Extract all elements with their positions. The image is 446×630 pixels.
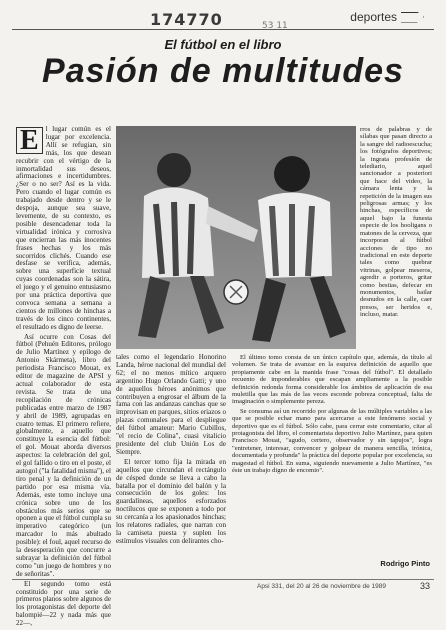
top-rule bbox=[12, 29, 434, 30]
page-number: 33 bbox=[419, 581, 430, 591]
kicker: El fútbol en el libro bbox=[164, 37, 282, 52]
paragraph: Así ocurre con Cosas del fútbol (Pehuén Editores, prólogo de Julio Martínez y epílogo de Antonio Skármeta), libro del periodista Francisco Mouat, ex editor de magazine de APSI y actual colaborador de esta revista. Se trata de una recopilación de crónicas publicadas entre marzo de 1987 y abril de 1989, agrupadas en cuatro temas. El primero refiere, globalmente, a aquello que constituye la esencia del fútbol: el gol. Mouat aborda diversos aspectos: la celebración del gol, el gol fallido o tiro en el poste, el autogol ("la fatalidad misma"), el tiro penal y la definición de un partido por esa misma vía. Además, este tomo incluye una crónica sobre uno de los obstáculos más serios que se oponen a que el fútbol cumpla su imperativo categórico (un marcador lo más abultado posible): el foul, aquel recurso de la desesperación que concurre a subrayar la definición del fútbol como "un juego de hombres y no de señoritas". bbox=[16, 332, 111, 578]
paragraph: rros de palabras y de sílabas que pasan directo a la sangre del radioescucha; los fotógrafos deportivos; la ingrata profesión de telediario, aquel sancionador a posteriori que hace del video, la cámara lenta y la repetición de la imagen sus peligrosas armas; y los hinchas, específicos de aquel bajo la funesta especie de los hooligans o matones de la cerveza, que incorporan al fútbol acciones de tipo no tradicional en este deporte tales como quebrar vitrinas, golpear meseros, agredir a porteros, gritar como bestias, defecar en monumentos, bailar desnudos en la calle, caer presos, ser heridos e, incluso, matar. bbox=[360, 126, 432, 319]
author-byline: Rodrigo Pinto bbox=[380, 559, 430, 568]
issue-footer: Apsi 331, del 20 al 26 de noviembre de 1989 bbox=[256, 583, 386, 590]
bottom-rule bbox=[12, 579, 434, 580]
handwritten-mark: 53 11 bbox=[262, 21, 288, 31]
drop-cap: E bbox=[16, 127, 43, 154]
headline: Pasión de multitudes bbox=[42, 52, 404, 90]
section-header bbox=[350, 10, 424, 24]
article-column-2 bbox=[116, 354, 226, 548]
paragraph: Se consuma así un recorrido por algunas de las múltiples variables a las que se posible echar mano para acercarse a este fenómeno social y deportivo que es el fútbol. Sólo cabe, para cerrar este comentario, citar al protagonista del libro, el comentarista deportivo Julio Martínez, para quien Francisco Mouat, "agudo, certero, observador y sin tapujos", logra "entretener, interesar, convencer y golpear de manera sencilla, irónica, documentada y profunda" la práctica del deporte popular por excelencia, su magestad el fútbol. En suma, siguiendo nuevamente a Julio Martínez, "es éste un trabajo digno de encomio". bbox=[232, 407, 432, 475]
section-arrow-icon bbox=[401, 12, 424, 23]
paragraph: El último tomo consta de un único capítulo que, además, da título al volumen. Se trata de avanzar en la esquiva definición de aquello que propiamente cabe en la manida frase "cosas del fútbol". El detallado recuento de imponderables que escapan ampliamente a la posible definición redonda forma considerable los ámbitos de aplicación de esa muletilla que las más de las veces esconde pobreza conceptual, falta de imaginación o simplemente pereza. bbox=[232, 354, 432, 406]
section-label: deportes bbox=[350, 10, 397, 24]
paragraph: El tercer tomo fija la mirada en aquellos que circundan el rectángulo de césped donde se lleva a cabo la batalla por el dominio del balón y la consecución de los goles: los guardalíneas, aquellos esforzados noctilucos que se exponen a todo por su cercanía a los apasionados hinchas; los relatores radiales, que narran con la camiseta puesta y suplen los estímulos visuales con delirantes cho- bbox=[116, 457, 226, 545]
paragraph: tales como el legendario Honorino Landa, héroe nacional del mundial del 62; el no menos mítico arquero argentino Hugo Orlando Gatti; y uno de aquellos héroes anónimos que contribuyen a engrosar el álbum de la fama con las andanzas canchas que se improvisan en parques, sitios eriazos o plazas comunales para el despliegue del fútbol amateur: Mario Cubillos, "el recio de Colina", cuasi vitalicio presidente del club Unión Los de Siempre. bbox=[116, 353, 226, 456]
paragraph: E l lugar común es el lugar por excelencia. Allí se refugian, sin más, los que desean recubrir con el vértigo de la inmortalidad sus deseos, afirmaciones e incertidumbres. ¿Ser o no ser? Así es la vida. Pero cuando el lugar común es trabajado desde dentro y se le despoja, aunque sea suave, levemente, de su contexto, es posible desencadenar toda la virtualidad irónica y corrosiva que encierran las más inocentes frases hechas y los más socorridos clichés. Cuando ese desfase se verifica, además, sobre una superficie textual cuyas coordenadas son la sátira, el juego y el genuino entusiasmo por una práctica deportiva que convoca semana a semana a cientos de millones de hinchas a través de los cinco continentes, el resultado es digno de leerse. bbox=[16, 125, 111, 331]
soccer-match-photo bbox=[116, 126, 356, 349]
article-column-3-bottom bbox=[232, 354, 432, 477]
article-column-3-top bbox=[360, 126, 432, 321]
paragraph: El segundo tomo está constituido por una serie de primeros planos sobre algunos de los protagonistas del deporte del balompié—22 y nada más que 22—, bbox=[16, 579, 111, 628]
handwritten-code: 174770 bbox=[150, 10, 223, 29]
article-column-1 bbox=[16, 126, 111, 630]
